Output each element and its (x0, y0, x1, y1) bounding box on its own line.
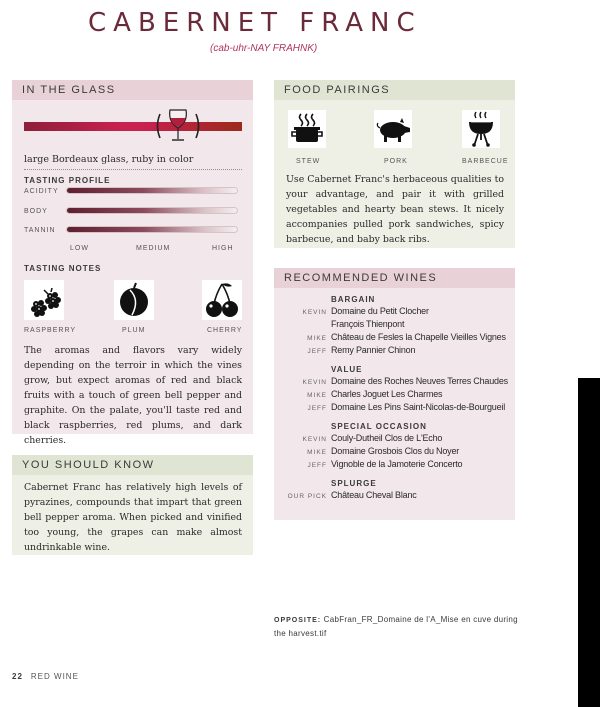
photo-caption (274, 613, 524, 640)
you-should-know-panel (12, 455, 253, 555)
wine-name: Domaine du Petit Clocher (331, 306, 429, 316)
recommender: KEVIN (302, 436, 327, 443)
wine-name: Domaine Les Pins Saint-Nicolas-de-Bourgueil (331, 402, 505, 412)
scale-low: LOW (70, 245, 89, 252)
wine-name: Château Cheval Blanc (331, 490, 417, 500)
grill-icon (462, 110, 500, 148)
plum-icon (114, 280, 154, 320)
wine-name: Couly-Dutheil Clos de L'Echo (331, 433, 443, 443)
cherry-icon (202, 280, 242, 320)
profile-bar-body (66, 207, 238, 214)
note-label-raspberry: RASPBERRY (24, 327, 77, 334)
category-value: VALUE (331, 365, 363, 374)
recommender: OUR PICK (287, 493, 327, 500)
wine-color-bar (24, 122, 242, 131)
scale-medium: MEDIUM (136, 245, 171, 252)
recommender: JEFF (307, 462, 327, 469)
know-body-text: Cabernet Franc has relatively high levels of pyrazines, compounds that impart that green bell pepper aroma. When picked and vinified too young, the grapes can make almost undrinkable wine. (24, 482, 242, 553)
food-label-pork: PORK (384, 158, 408, 165)
page-footer (12, 672, 79, 681)
caption-text: CabFran_FR_Domaine de l'A_Mise en cuve during the harvest.tif (274, 615, 518, 638)
wine-name: Château de Fesles la Chapelle Vieilles Vignes (331, 332, 506, 342)
scale-high: HIGH (212, 245, 234, 252)
wine-name: Remy Pannier Chinon (331, 345, 416, 355)
food-label-stew: STEW (296, 158, 321, 165)
recommender: MIKE (307, 449, 327, 456)
glass-body-text: The aromas and flavors vary widely depending on the terroir in which the vines grow, but expect aromas of red and black fruits with a touch of green bell pepper and graphite. On the palate, you'll taste red and black raspberries, red plums, and dark cherries. (24, 345, 242, 446)
category-special-occasion: SPECIAL OCCASION (331, 422, 427, 431)
food-pairings-panel (274, 80, 515, 248)
food-pairings-heading: FOOD PAIRINGS (274, 80, 515, 100)
recommender: MIKE (307, 392, 327, 399)
in-the-glass-heading: IN THE GLASS (12, 80, 253, 100)
note-label-cherry: CHERRY (207, 327, 243, 334)
in-the-glass-panel (12, 80, 253, 446)
glass-description: large Bordeaux glass, ruby in color (24, 154, 194, 165)
profile-bar-tannin (66, 226, 238, 233)
note-label-plum: PLUM (122, 327, 146, 334)
wine-name: Vignoble de la Jamoterie Concerto (331, 459, 463, 469)
tasting-profile-heading: TASTING PROFILE (24, 176, 111, 185)
wine-name: Domaine des Roches Neuves Terres Chaudes (331, 376, 508, 386)
wine-name: François Thienpont (331, 319, 405, 329)
stew-pot-icon (288, 110, 326, 148)
page-edge-bar (578, 378, 600, 707)
recommender: KEVIN (302, 309, 327, 316)
caption-label: OPPOSITE: (274, 617, 322, 624)
food-body-text: Use Cabernet Franc's herbaceous qualities to your advantage, and pair it with grilled vegetables and hearty bean stews. It nicely accompanies pulled pork sandwiches, spicy barbecue, and baby back ribs. (286, 174, 504, 245)
wine-glass-icon (152, 108, 204, 144)
category-bargain: BARGAIN (331, 295, 376, 304)
profile-bar-acidity (66, 187, 238, 194)
recommender: JEFF (307, 348, 327, 355)
you-should-know-heading: YOU SHOULD KNOW (12, 455, 253, 475)
profile-label-acidity: ACIDITY (24, 188, 59, 195)
raspberry-icon (24, 280, 64, 320)
page-title: CABERNET FRANC (88, 8, 422, 38)
recommender: MIKE (307, 335, 327, 342)
section-name: RED WINE (30, 672, 79, 681)
recommended-wines-heading: RECOMMENDED WINES (274, 268, 515, 288)
recommender: KEVIN (302, 379, 327, 386)
category-splurge: SPLURGE (331, 479, 377, 488)
wine-name: Domaine Grosbois Clos du Noyer (331, 446, 460, 456)
food-label-barbecue: BARBECUE (462, 158, 509, 165)
divider (24, 169, 242, 170)
tasting-notes-heading: TASTING NOTES (24, 264, 102, 273)
wine-name: Charles Joguet Les Charmes (331, 389, 443, 399)
pronunciation: (cab-uhr-NAY FRAHNK) (210, 43, 318, 54)
pig-icon (374, 110, 412, 148)
profile-label-tannin: TANNIN (24, 227, 56, 234)
recommender: JEFF (307, 405, 327, 412)
profile-label-body: BODY (24, 208, 48, 215)
recommended-wines-panel (274, 268, 515, 520)
page-number: 22 (12, 672, 23, 681)
